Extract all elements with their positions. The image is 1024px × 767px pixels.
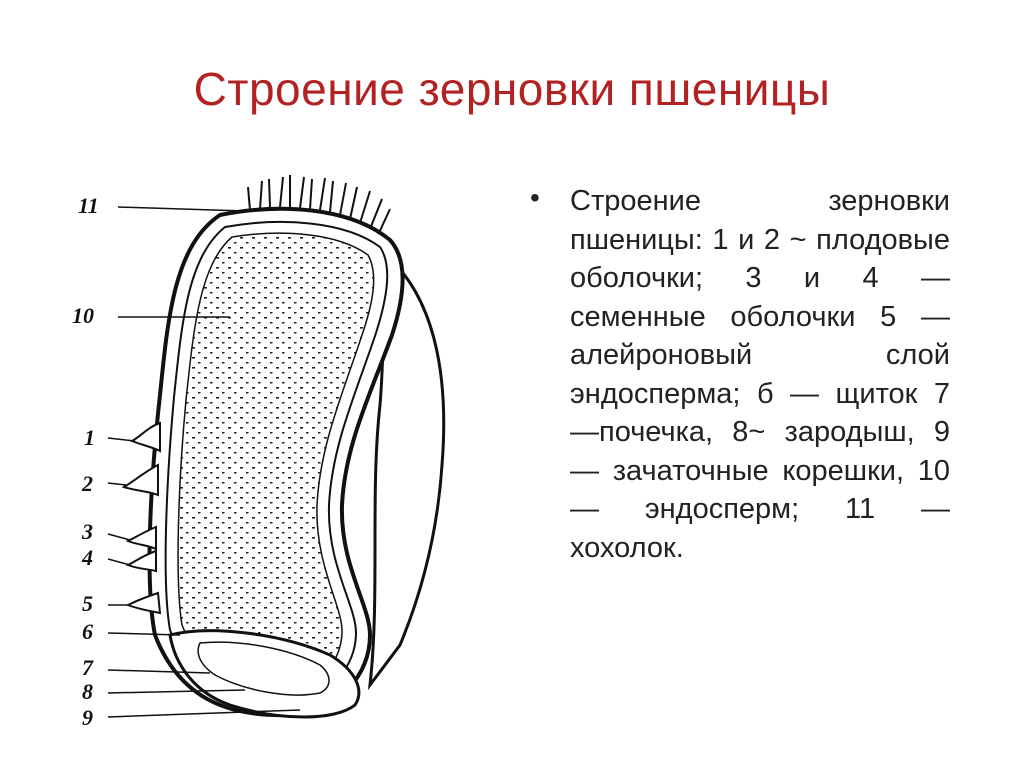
label-9: 9 xyxy=(82,705,93,730)
label-10: 10 xyxy=(72,303,94,328)
label-4: 4 xyxy=(82,545,93,570)
label-6: 6 xyxy=(82,619,93,644)
wheat-grain-illustration xyxy=(70,165,470,745)
label-7: 7 xyxy=(82,655,93,680)
label-1: 1 xyxy=(84,425,95,450)
slide-title: Строение зерновки пшеницы xyxy=(193,63,831,115)
label-3: 3 xyxy=(82,519,93,544)
label-5: 5 xyxy=(82,591,93,616)
bullet-list xyxy=(530,182,950,567)
figure-labels xyxy=(72,193,99,730)
label-2: 2 xyxy=(82,471,93,496)
label-11: 11 xyxy=(78,193,99,218)
bullet-text: Строение зерновки пшеницы: 1 и 2 ~ плодовые оболочки; 3 и 4 — семенные оболочки 5 — алейроновый слой эндосперма; б — щиток 7 —почечка, 8~ зародыш, 9 — зачаточные корешки, 10 — эндосперм; 11 — хохолок. xyxy=(570,185,950,564)
bullet-mark: • xyxy=(530,182,540,213)
label-8: 8 xyxy=(82,679,93,704)
